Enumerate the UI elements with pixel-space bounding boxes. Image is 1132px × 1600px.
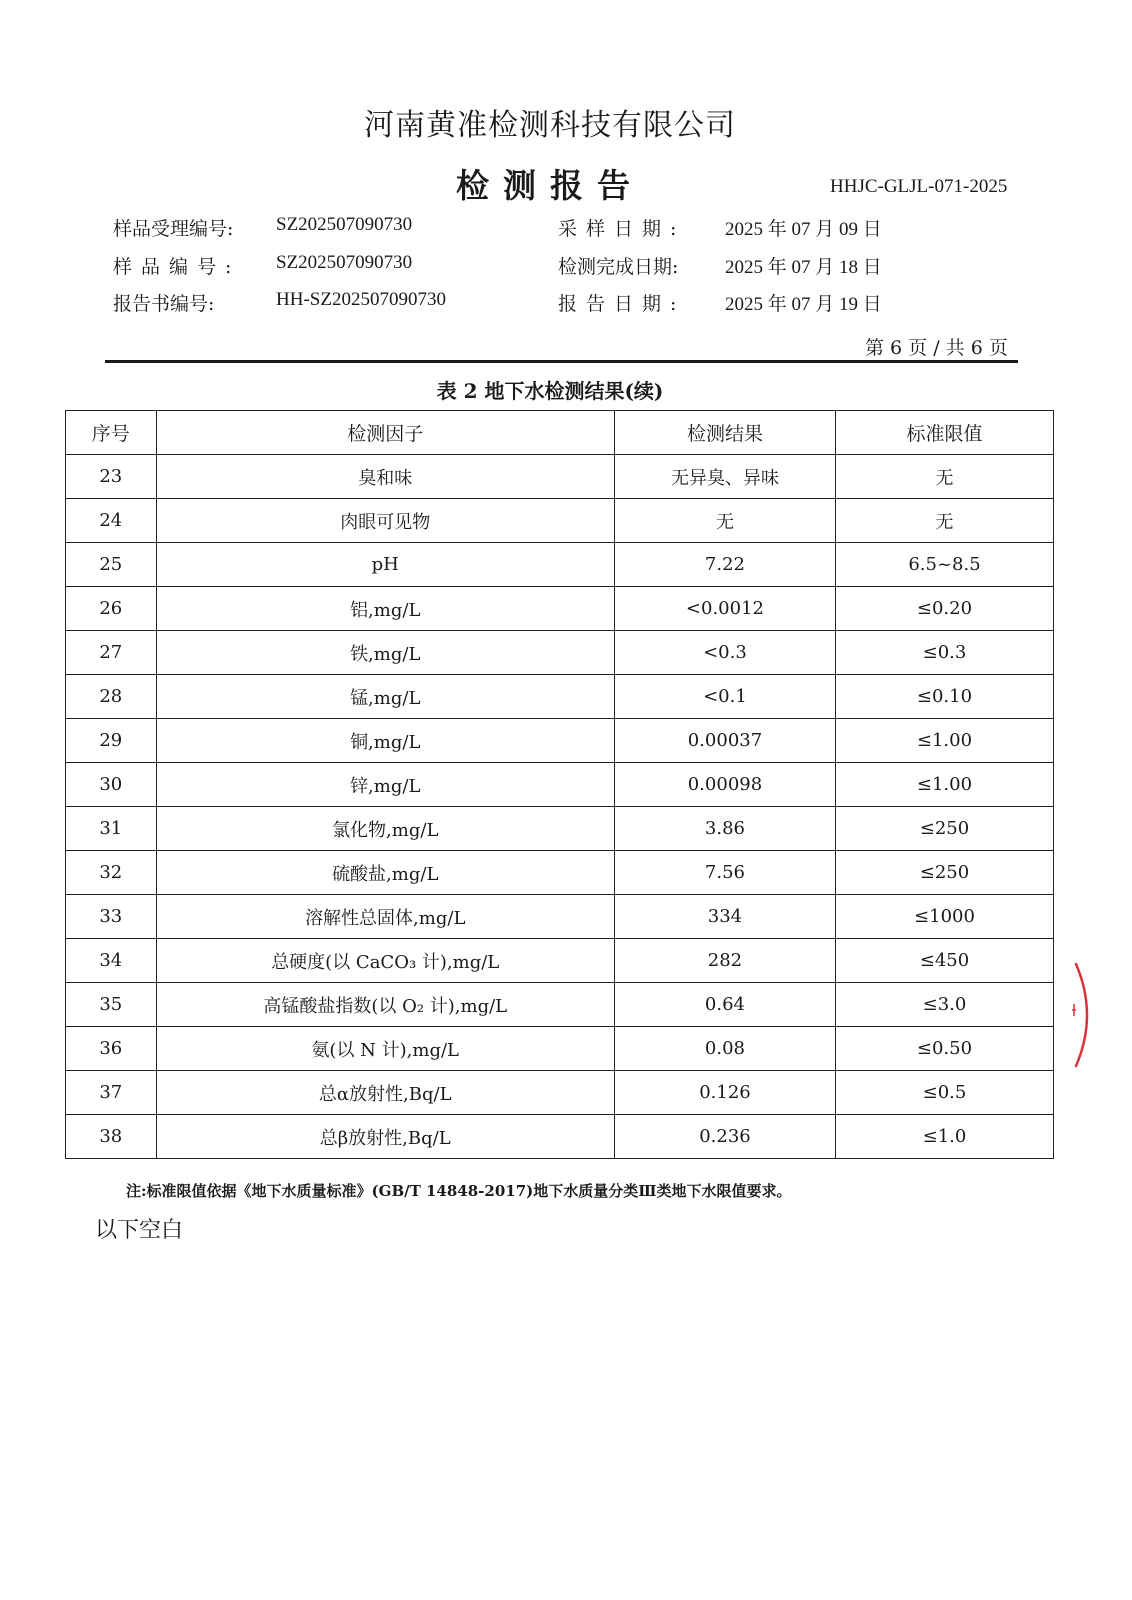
col-header-limit: 标准限值 [835, 411, 1053, 455]
cell-limit: ≤0.3 [835, 631, 1053, 675]
cell-factor: 高锰酸盐指数(以 O₂ 计),mg/L [156, 983, 614, 1027]
cell-limit: ≤250 [835, 807, 1053, 851]
cell-factor: 肉眼可见物 [156, 499, 614, 543]
sampling-date-label: 采样日期: [558, 218, 686, 240]
receipt-no-value: SZ202507090730 [276, 214, 413, 235]
table-row [66, 675, 1054, 719]
cell-factor: 总β放射性,Bq/L [156, 1115, 614, 1159]
cell-limit: 无 [835, 455, 1053, 499]
cell-no: 25 [66, 543, 157, 587]
cell-result: 0.64 [614, 983, 835, 1027]
cell-factor: 氨(以 N 计),mg/L [156, 1027, 614, 1071]
blank-below-text: 以下空白 [95, 1218, 184, 1243]
cell-limit: ≤250 [835, 851, 1053, 895]
cell-factor: pH [156, 543, 614, 587]
col-header-result: 检测结果 [614, 411, 835, 455]
table-title: 表 2 地下水检测结果(续) [436, 379, 664, 403]
report-no-label: 报告书编号: [113, 293, 215, 315]
table-row [66, 631, 1054, 675]
cell-limit: ≤1.00 [835, 763, 1053, 807]
table-row [66, 499, 1054, 543]
sample-no-value: SZ202507090730 [276, 252, 413, 273]
cell-no: 30 [66, 763, 157, 807]
table-row [66, 983, 1054, 1027]
cell-no: 37 [66, 1071, 157, 1115]
page-number: 第 6 页 / 共 6 页 [865, 337, 1008, 359]
cell-limit: ≤3.0 [835, 983, 1053, 1027]
table-row [66, 719, 1054, 763]
cell-result: 3.86 [614, 807, 835, 851]
cell-limit: 6.5~8.5 [835, 543, 1053, 587]
cell-no: 36 [66, 1027, 157, 1071]
cell-result: 0.236 [614, 1115, 835, 1159]
cell-result: 334 [614, 895, 835, 939]
cell-limit: ≤450 [835, 939, 1053, 983]
cell-no: 34 [66, 939, 157, 983]
cell-limit: ≤1.00 [835, 719, 1053, 763]
col-header-no: 序号 [66, 411, 157, 455]
cell-result: 无 [614, 499, 835, 543]
cell-no: 31 [66, 807, 157, 851]
table-row [66, 455, 1054, 499]
cell-limit: ≤0.10 [835, 675, 1053, 719]
cell-factor: 臭和味 [156, 455, 614, 499]
cell-no: 35 [66, 983, 157, 1027]
cell-limit: 无 [835, 499, 1053, 543]
cell-factor: 总硬度(以 CaCO₃ 计),mg/L [156, 939, 614, 983]
cell-no: 26 [66, 587, 157, 631]
cell-limit: ≤0.5 [835, 1071, 1053, 1115]
cell-no: 32 [66, 851, 157, 895]
cell-no: 28 [66, 675, 157, 719]
completion-date-label: 检测完成日期: [558, 256, 679, 278]
sample-no-label: 样品编号: [113, 256, 241, 278]
sampling-date-value: 2025 年 07 月 09 日 [725, 219, 882, 240]
cell-limit: ≤1.0 [835, 1115, 1053, 1159]
cell-result: <0.1 [614, 675, 835, 719]
cell-factor: 铁,mg/L [156, 631, 614, 675]
table-row [66, 543, 1054, 587]
cell-result: 0.126 [614, 1071, 835, 1115]
cell-result: 0.00098 [614, 763, 835, 807]
table-header-row [66, 411, 1054, 455]
table-row [66, 851, 1054, 895]
table-row [66, 587, 1054, 631]
cell-result: 0.00037 [614, 719, 835, 763]
table-row [66, 895, 1054, 939]
report-code: HHJC-GLJL-071-2025 [830, 176, 1008, 197]
cell-factor: 锰,mg/L [156, 675, 614, 719]
report-date-label: 报告日期: [558, 293, 686, 315]
company-name: 河南黄准检测科技有限公司 [364, 108, 736, 143]
cell-factor: 铝,mg/L [156, 587, 614, 631]
cell-no: 38 [66, 1115, 157, 1159]
cell-factor: 氯化物,mg/L [156, 807, 614, 851]
cell-no: 24 [66, 499, 157, 543]
report-no-value: HH-SZ202507090730 [276, 289, 446, 310]
cell-factor: 溶解性总固体,mg/L [156, 895, 614, 939]
cell-factor: 铜,mg/L [156, 719, 614, 763]
cell-result: <0.3 [614, 631, 835, 675]
cell-factor: 总α放射性,Bq/L [156, 1071, 614, 1115]
cell-limit: ≤0.50 [835, 1027, 1053, 1071]
cell-result: 无异臭、异味 [614, 455, 835, 499]
cell-result: 0.08 [614, 1027, 835, 1071]
report-title: 检测报告 [456, 166, 644, 205]
table-row [66, 763, 1054, 807]
cell-no: 27 [66, 631, 157, 675]
cell-factor: 硫酸盐,mg/L [156, 851, 614, 895]
cell-factor: 锌,mg/L [156, 763, 614, 807]
cell-no: 33 [66, 895, 157, 939]
cell-result: 7.22 [614, 543, 835, 587]
cell-no: 29 [66, 719, 157, 763]
standard-note: 注:标准限值依据《地下水质量标准》(GB/T 14848-2017)地下水质量分类Ⅲ类地下水限值要求。 [126, 1182, 792, 1200]
cell-no: 23 [66, 455, 157, 499]
table-row [66, 1027, 1054, 1071]
results-table [65, 410, 1054, 1159]
header-divider [105, 360, 1018, 363]
table-row [66, 1071, 1054, 1115]
col-header-factor: 检测因子 [156, 411, 614, 455]
cell-limit: ≤0.20 [835, 587, 1053, 631]
seal-edge-stamp [1072, 960, 1098, 1070]
cell-result: <0.0012 [614, 587, 835, 631]
table-row [66, 807, 1054, 851]
cell-result: 282 [614, 939, 835, 983]
cell-result: 7.56 [614, 851, 835, 895]
report-date-value: 2025 年 07 月 19 日 [725, 294, 882, 315]
table-row [66, 1115, 1054, 1159]
table-row [66, 939, 1054, 983]
receipt-no-label: 样品受理编号: [113, 218, 234, 240]
cell-limit: ≤1000 [835, 895, 1053, 939]
completion-date-value: 2025 年 07 月 18 日 [725, 257, 882, 278]
